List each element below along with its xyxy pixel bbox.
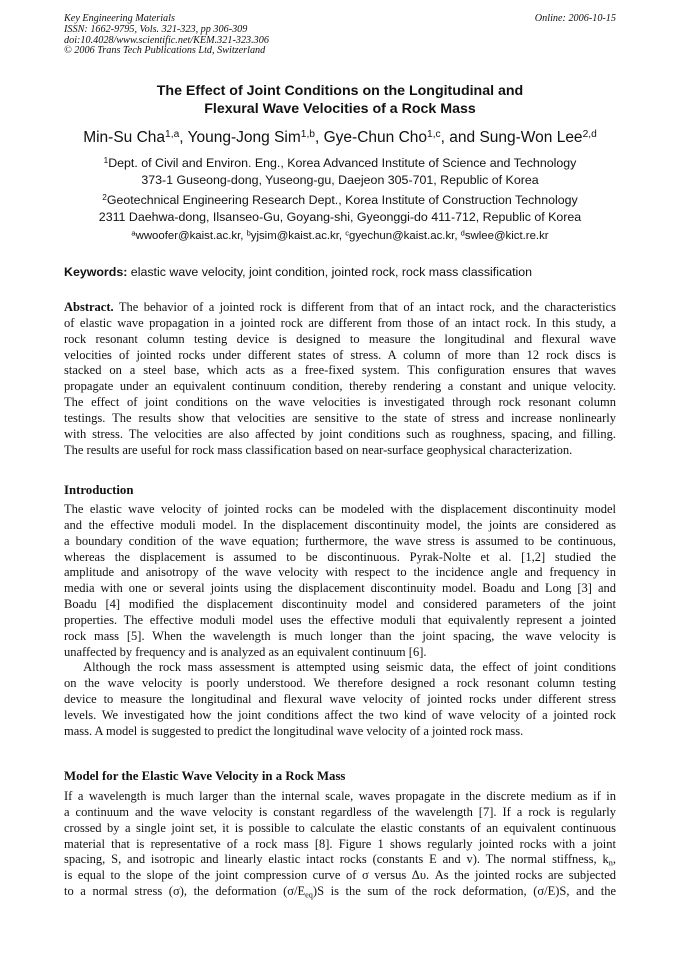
body-text-continued: eq	[305, 890, 313, 900]
email-address: gyechun@kaist.ac.kr	[349, 230, 455, 242]
keywords-label: Keywords:	[64, 265, 128, 279]
email-address: swlee@kict.re.kr	[464, 230, 549, 242]
abstract-label: Abstract.	[64, 300, 114, 314]
issn-line: ISSN: 1662-9795, Vols. 321-323, pp 306-309	[64, 23, 248, 35]
author-separator: , and	[440, 129, 480, 146]
abstract-line: The behavior of a jointed rock is different from that of an intact rock, and the characteristics	[113, 300, 616, 314]
abstract-line: The effect of joint conditions on the wave velocities is investigated through rock resonant column	[64, 395, 616, 410]
affiliation-line-2: 373-1 Guseong-dong, Yuseong-gu, Daejeon 305-701, Republic of Korea	[141, 173, 539, 187]
email-mark: d	[460, 228, 465, 238]
affiliation-1	[64, 155, 616, 189]
title-line-2: Flexural Wave Velocities of a Rock Mass	[204, 101, 476, 117]
body-line: material that is representative of a rock mass [8]. Figure 1 shows regularly jointed rocks with a joint	[64, 836, 616, 851]
email-separator: ,	[338, 230, 346, 242]
body-line: media with one or several joints using the displacement discontinuity model. Boadu and Long [3] and	[64, 581, 616, 596]
body-line: Although the rock mass assessment is attempted using seismic data, the effect of joint conditions	[64, 660, 616, 675]
email-separator: ,	[240, 230, 247, 242]
body-line: on the wave velocity is poorly understood. We therefore designed a rock resonant column testing	[64, 676, 616, 691]
affiliation-number: 2	[102, 192, 107, 202]
journal-header	[64, 14, 616, 57]
author-affiliation-mark: 1,b	[300, 128, 315, 140]
body-line: levels. We investigated how the joint conditions affect the two kind of wave velocity of a jointed rock	[64, 707, 616, 722]
keywords	[64, 264, 616, 280]
keywords-text: elastic wave velocity, joint condition, jointed rock, rock mass classification	[127, 265, 533, 279]
body-line: and the effective moduli model. In the displacement discontinuity model, the joints are considered as	[64, 517, 616, 532]
doi-line: doi:10.4028/www.scientific.net/KEM.321-323.306	[64, 34, 269, 46]
body-line: device to measure the longitudinal and flexural wave velocity of jointed rocks under different stress	[64, 692, 616, 707]
author-name: Min-Su Cha	[83, 129, 166, 146]
body-line: crossed by a single joint set, it is possible to calculate the elastic constants of an equivalent continuous	[64, 820, 616, 835]
affiliation-line-1: Geotechnical Engineering Research Dept., Korea Institute of Construction Technology	[106, 193, 578, 207]
body-line-kn	[64, 852, 616, 868]
author-separator: ,	[179, 129, 188, 146]
body-line: mass. A model is suggested to predict the longitudinal wave velocity of a jointed rock mass.	[64, 723, 524, 738]
title-line-1: The Effect of Joint Conditions on the Longitudinal and	[156, 83, 524, 99]
introduction-body	[64, 502, 616, 740]
author-affiliation-mark: 2,d	[582, 128, 597, 140]
affiliation-number: 1	[103, 155, 109, 165]
body-line: If a wavelength is much larger than the internal scale, waves propagate in the discrete medium as if in	[64, 789, 616, 803]
email-address: yjsim@kaist.ac.kr	[250, 230, 339, 242]
abstract-line: rock resonant column testing device is designed to measure the longitudinal and flexural wave	[64, 331, 616, 346]
body-text: ,	[612, 852, 616, 867]
body-line: properties. The effective moduli model uses the effective moduli that equivalently represent a jointed	[64, 612, 616, 627]
email-separator: ,	[454, 230, 461, 242]
author-affiliation-mark: 1,a	[165, 128, 180, 140]
author-separator: ,	[315, 129, 324, 146]
journal-name: Key Engineering Materials	[64, 13, 175, 24]
body-line: The elastic wave velocity of jointed rocks can be modeled with the displacement discontinuity model	[64, 502, 616, 516]
author-name: Gye-Chun Cho	[323, 129, 428, 146]
body-line: is equal to the slope of the joint compression curve of σ versus Δυ. As the jointed rocks are subjected	[64, 868, 616, 883]
body-text: spacing, S, and isotropic and linearly elastic intact rocks (constants E and v). The normal stiffness, k	[64, 852, 609, 867]
email-list	[64, 229, 616, 244]
body-line-eq	[64, 884, 616, 900]
abstract-line: of elastic wave propagation in a jointed rock are different from those of an intact rock. In this study, a	[64, 315, 616, 330]
email-address: wwoofer@kaist.ac.kr	[135, 230, 241, 242]
copyright-line: © 2006 Trans Tech Publications Ltd, Switzerland	[64, 45, 266, 57]
section-heading-introduction: Introduction	[64, 483, 134, 497]
body-line: amplitude and anisotropy of the wave velocity with respect to the incidence angle and frequency in	[64, 565, 616, 580]
body-line: rock mass [5]. When the wavelength is much longer than the joint spacing, the wave velocity is	[64, 628, 616, 643]
affiliation-line-1: Dept. of Civil and Environ. Eng., Korea Advanced Institute of Science and Technology	[108, 156, 577, 170]
section-heading-model: Model for the Elastic Wave Velocity in a Rock Mass	[64, 769, 346, 783]
email-mark: a	[131, 228, 136, 238]
abstract-line: The results are useful for rock mass classification based on near-surface geophysical characterization.	[64, 442, 573, 457]
affiliation-2	[64, 192, 616, 226]
online-date: Online: 2006-10-15	[534, 13, 616, 24]
body-line: whereas the displacement is assumed to be discontinuous. Pyrak-Nolte et al. [1,2] studied the	[64, 549, 616, 564]
abstract-line: with stress. The velocities are also affected by joint conditions such as roughness, spacing, and filling.	[64, 426, 616, 441]
model-body	[64, 789, 616, 900]
body-text: to a normal stress (σ), the deformation (σ/E	[64, 884, 306, 899]
author-affiliation-mark: 1,c	[427, 128, 441, 140]
abstract	[64, 300, 616, 458]
author-name: Sung-Won Lee	[479, 129, 583, 146]
abstract-line: stacked on a steel base, which acts as a free-fixed system. This configuration ensures that waves	[64, 363, 616, 378]
body-line: unaffected by frequency and is analyzed as an equivalent continuum [6].	[64, 644, 427, 659]
abstract-line: propagate under an equivalent continuum condition, thereby rendering a constant and unique velocity.	[64, 379, 616, 394]
author-name: Young-Jong Sim	[187, 129, 301, 146]
paper-title	[64, 82, 616, 118]
email-mark: b	[246, 228, 251, 238]
body-line: a continuum and the wave velocity is constant regardless of the wavelength [7]. If a rock is regularly	[64, 804, 616, 819]
subscript-n: n	[608, 858, 613, 868]
body-line: Boadu [4] modified the displacement discontinuity model and considered parameters of the joint	[64, 597, 616, 612]
body-line: a boundary condition of the wave equation; furthermore, the wave stress is assumed to be continuous,	[64, 533, 616, 548]
author-list	[64, 128, 616, 148]
email-mark: c	[345, 228, 350, 238]
body-text: )S is the sum of the rock deformation, (σ/E)S, and the	[312, 884, 616, 899]
abstract-line: velocities of jointed rocks under different states of stress. A column of more than 12 rock discs is	[64, 347, 616, 362]
affiliation-line-2: 2311 Daehwa-dong, Ilsanseo-Gu, Goyang-shi, Gyeonggi-do 411-712, Republic of Korea	[98, 210, 582, 224]
abstract-line: testings. The results show that velocities are sensitive to the state of stress and increase nonlinearly	[64, 410, 616, 425]
